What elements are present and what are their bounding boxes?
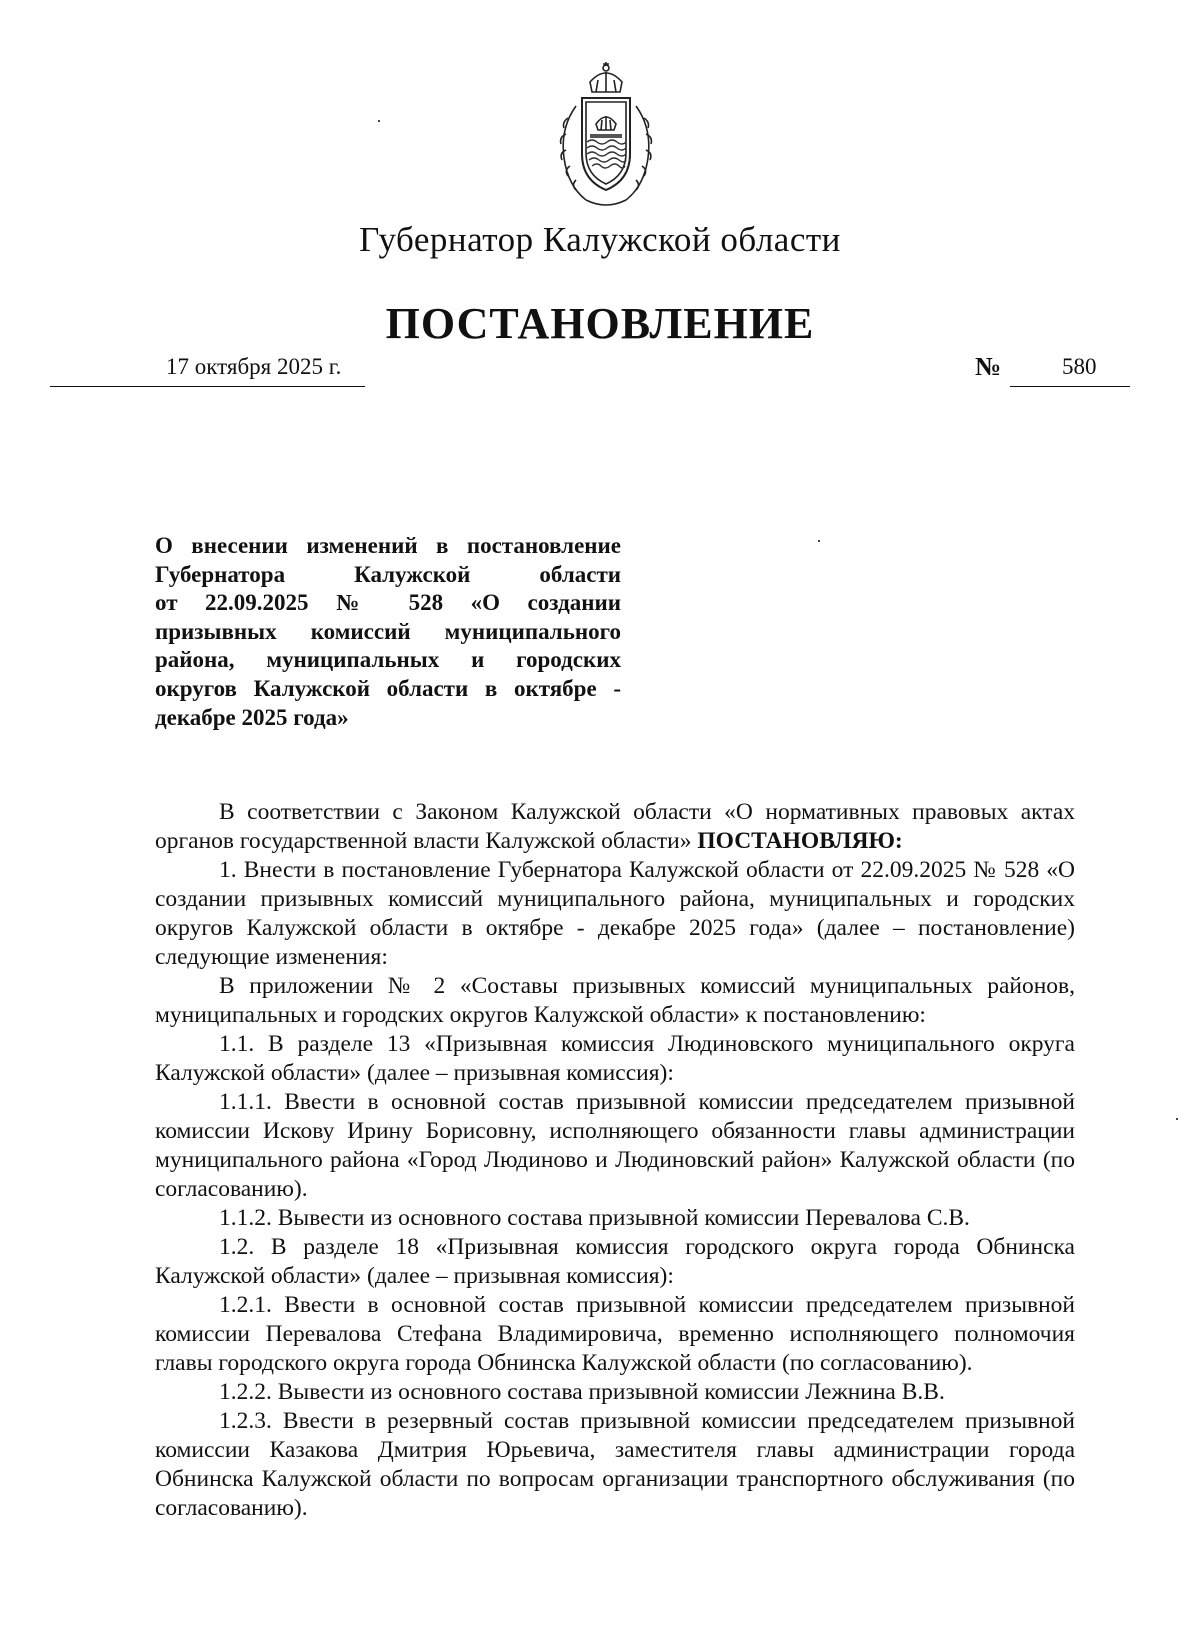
- body-paragraph: 1. Внести в постановление Губернатора Калужской области от 22.09.2025 № 528 «О создании призывных комиссий муниципального района, муниципальных и городских округов Калужской области в октябре - декабре 2025 года» (далее – постановление) следующие изменения:: [155, 857, 1075, 970]
- body-paragraph: В приложении № 2 «Составы призывных комиссий муниципальных районов, муниципальных и городских округов Калужской области» к постановлению:: [155, 973, 1075, 1028]
- body-paragraph: 1.1.2. Вывести из основного состава призывной комиссии Перевалова С.В.: [219, 1205, 970, 1231]
- scan-speck: [378, 120, 380, 122]
- body-paragraph: 1.2.3. Ввести в резервный состав призывной комиссии председателем призывной комиссии Казакова Дмитрия Юрьевича, заместителя главы администрации города Обнинска Калужской области по вопросам организации транспортного обслуживания (по согласованию).: [155, 1408, 1075, 1521]
- document-type-title: ПОСТАНОВЛЕНИЕ: [385, 299, 815, 348]
- body-paragraph: [155, 798, 1075, 856]
- body-paragraph: 1.2.1. Ввести в основной состав призывной комиссии председателем призывной комиссии Перевалова Стефана Владимировича, временно исполняющего полномочия главы городского округа города Обнинска Калужской области (по согласованию).: [155, 1292, 1075, 1376]
- preamble-text: В соответствии с Законом Калужской области «О нормативных правовых актах органов государственной власти Калужской области»: [155, 799, 1075, 854]
- scan-speck: [1176, 1118, 1178, 1120]
- body-paragraph: 1.2.2. Вывести из основного состава призывной комиссии Лежнина В.В.: [219, 1379, 945, 1405]
- decree-keyword: ПОСТАНОВЛЯЮ:: [697, 828, 903, 854]
- document-date: 17 октября 2025 г.: [166, 354, 342, 379]
- organization-title: Губернатор Калужской области: [359, 220, 841, 259]
- subject-line: декабре 2025 года»: [155, 704, 349, 730]
- document-number: 580: [1062, 354, 1097, 379]
- number-sign: №: [975, 352, 1002, 381]
- subject-line: Губернатора Калужской области: [155, 561, 621, 587]
- subject-line: от 22.09.2025 № 528 «О создании: [155, 590, 621, 616]
- subject-line: района, муниципальных и городских: [155, 647, 621, 673]
- scan-speck: [818, 540, 820, 542]
- subject-line: призывных комиссий муниципального: [155, 618, 621, 644]
- document-body: [155, 798, 1075, 1523]
- subject-line: округов Калужской области в октябре -: [155, 675, 621, 701]
- body-paragraph: 1.2. В разделе 18 «Призывная комиссия городского округа города Обнинска Калужской области» (далее – призывная комиссия):: [155, 1234, 1075, 1289]
- document-subject: [155, 532, 621, 732]
- body-paragraph: 1.1. В разделе 13 «Призывная комиссия Людиновского муниципального округа Калужской области» (далее – призывная комиссия):: [155, 1031, 1075, 1086]
- subject-line: О внесении изменений в постановление: [155, 533, 621, 558]
- coat-of-arms-icon: [546, 58, 666, 214]
- body-paragraph: 1.1.1. Ввести в основной состав призывной комиссии председателем призывной комиссии Искову Ирину Борисовну, исполняющего обязанности главы администрации муниципального района «Город Людиново и Людиновский район» Калужской области (по согласованию).: [155, 1089, 1075, 1202]
